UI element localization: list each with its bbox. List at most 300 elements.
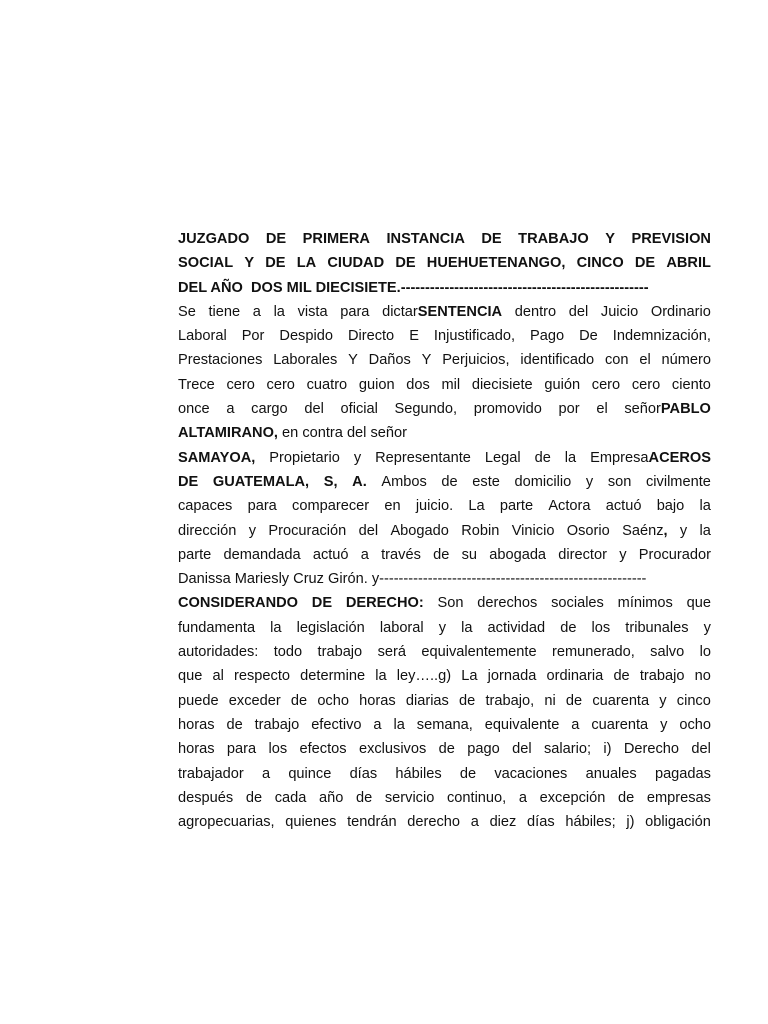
text-run: la: [461, 619, 473, 636]
text-run: a: [226, 401, 235, 418]
word: [390, 519, 448, 543]
text-run: Procuración: [268, 522, 347, 539]
word: [347, 810, 397, 834]
text-run: diarias: [405, 692, 449, 709]
word: [270, 616, 281, 640]
bold-text: DE: [265, 231, 287, 247]
text-run: salvo: [650, 644, 685, 661]
word: [348, 324, 394, 348]
word: [275, 786, 307, 810]
text-run: cinco: [676, 692, 711, 709]
text-run: de: [433, 546, 450, 563]
word: [407, 810, 460, 834]
word: [691, 737, 710, 761]
word: [565, 810, 615, 834]
text-run: de: [617, 789, 635, 806]
word: [356, 786, 372, 810]
word: [488, 664, 537, 688]
text-run: fundamenta: [178, 619, 256, 636]
word: [178, 397, 210, 421]
text-run: el: [596, 401, 608, 418]
document-line: [178, 713, 711, 737]
word: [395, 762, 441, 786]
word: [297, 251, 316, 275]
word: [417, 713, 473, 737]
text-run: domicilio: [514, 473, 572, 490]
bold-text: CONSIDERANDO: [178, 595, 298, 612]
word: [262, 762, 270, 786]
text-run: Laborales: [273, 352, 338, 369]
word: [226, 373, 254, 397]
text-run: para: [226, 741, 257, 758]
text-run: tribunales: [625, 619, 689, 636]
text-run: anuales: [585, 765, 637, 782]
text-run: y: [659, 692, 667, 709]
text-run: trabajador: [178, 765, 244, 782]
text-run: todo: [273, 644, 303, 661]
text-run: Prestaciones: [178, 352, 263, 369]
text-run: Vinicio: [511, 522, 555, 539]
text-run: de: [534, 449, 551, 466]
word: [253, 300, 261, 324]
word: [571, 713, 579, 737]
word: [520, 348, 594, 372]
text-run: Robin: [461, 522, 500, 539]
word: [485, 689, 534, 713]
word: [226, 397, 234, 421]
word: [178, 373, 215, 397]
text-run: remunerado,: [552, 644, 635, 661]
text-run: Se: [178, 303, 196, 320]
word: [354, 446, 361, 470]
word: [395, 251, 415, 275]
word: [375, 664, 386, 688]
text-run: Abogado: [390, 522, 449, 539]
text-run: Ordinario: [650, 303, 711, 320]
word: [618, 591, 673, 615]
word: [535, 446, 551, 470]
word: [489, 543, 546, 567]
text-run: De: [579, 328, 598, 345]
word: [624, 737, 679, 761]
word: [434, 324, 515, 348]
word: [312, 591, 332, 615]
text-run: Indemnización,: [612, 328, 711, 345]
text-run: año: [319, 789, 344, 806]
word: [635, 251, 655, 275]
bold-text: DE: [395, 255, 416, 272]
word: [359, 737, 426, 761]
text-run: este: [472, 473, 500, 490]
word: [590, 446, 711, 470]
bold-text: DE: [311, 595, 333, 612]
text-run: Daños: [368, 352, 411, 369]
text-run: del: [512, 741, 532, 758]
text-run: para: [340, 303, 370, 320]
text-run: j): [626, 814, 635, 831]
text-run: la: [393, 716, 405, 733]
document-body: [178, 227, 711, 834]
text-run: juicio.: [415, 498, 454, 515]
word: [592, 616, 611, 640]
text-run: actuó: [312, 546, 349, 563]
text-run: de: [290, 692, 308, 709]
word: [226, 713, 242, 737]
word: [249, 519, 256, 543]
word: [369, 348, 411, 372]
text-run: exceder: [228, 692, 281, 709]
text-run: demandada: [223, 546, 301, 563]
word: [472, 470, 500, 494]
bold-text: DERECHO:: [345, 595, 424, 612]
word: [359, 689, 396, 713]
document-line: [178, 810, 711, 834]
word: [248, 494, 277, 518]
text-run: trabajo: [639, 668, 685, 685]
bold-text: CINCO: [576, 255, 624, 272]
text-run: excepción: [539, 789, 606, 806]
document-line: [178, 276, 711, 300]
document-line: [178, 786, 711, 810]
word: [677, 689, 711, 713]
word: [178, 810, 275, 834]
word: [438, 591, 464, 615]
word: [324, 470, 338, 494]
word: [178, 591, 298, 615]
text-run: trabajo: [317, 644, 363, 661]
text-run: diecisiete: [471, 376, 533, 393]
text-run: Actora: [548, 498, 591, 515]
text-run: y: [703, 619, 711, 636]
word: [178, 543, 211, 567]
text-run: que: [178, 668, 203, 685]
word: [279, 324, 333, 348]
document-line: [178, 470, 711, 494]
word: [178, 737, 215, 761]
word: [178, 348, 262, 372]
text-run: con: [605, 352, 629, 369]
text-run: quince: [288, 765, 332, 782]
text-run: trabajo: [254, 716, 300, 733]
text-run: hábiles: [395, 765, 442, 782]
word: [474, 397, 542, 421]
word: [441, 470, 457, 494]
text-run: cuatro: [306, 376, 348, 393]
bold-text: HUEHUETENANGO,: [426, 255, 566, 272]
text-run: parte: [499, 498, 534, 515]
text-run: Perjuicios,: [442, 352, 510, 369]
text-run: comparecer: [292, 498, 370, 515]
bold-text: Y: [605, 231, 615, 247]
text-run: autoridades:: [178, 644, 259, 661]
word: [265, 251, 285, 275]
word: [234, 664, 290, 688]
bold-text: DE: [634, 255, 656, 272]
word: [700, 519, 711, 543]
word: [618, 786, 634, 810]
word: [266, 227, 286, 251]
bold-text: JUZGADO: [178, 231, 250, 247]
word: [384, 494, 400, 518]
text-run: la: [564, 449, 577, 466]
text-run: Representante: [375, 449, 471, 466]
text-run: en: [384, 498, 401, 515]
text-run: puede: [178, 692, 219, 709]
word: [307, 373, 348, 397]
word: [485, 446, 521, 470]
text-run: que: [686, 595, 711, 612]
text-run: días: [527, 814, 555, 831]
word: [242, 324, 265, 348]
word: [468, 494, 484, 518]
word: [350, 762, 378, 786]
word: [297, 616, 365, 640]
text-run: promovido: [473, 401, 542, 418]
text-run: la: [273, 303, 285, 320]
bold-text: PABLO: [660, 401, 711, 418]
word: [213, 664, 224, 688]
word: [565, 446, 576, 470]
word: [285, 810, 336, 834]
word: [395, 397, 458, 421]
text-run: días: [349, 765, 378, 782]
text-run: y: [438, 619, 447, 636]
text-run: del: [568, 303, 589, 320]
text-run: y: [248, 522, 257, 539]
word: [679, 713, 711, 737]
bold-text: SENTENCIA: [417, 303, 503, 320]
word: [178, 640, 258, 664]
word: [624, 397, 711, 421]
text-run: Y: [421, 352, 432, 369]
word: [655, 762, 711, 786]
word: [490, 810, 517, 834]
word: [647, 786, 711, 810]
word: [292, 494, 369, 518]
text-run: equivalente: [484, 716, 560, 733]
text-run: capaces: [178, 498, 233, 515]
word: [178, 324, 227, 348]
text-run: Por: [241, 328, 265, 345]
word: [447, 786, 506, 810]
word: [680, 519, 687, 543]
text-run: Laboral: [178, 328, 227, 345]
text-run: identificado: [520, 352, 595, 369]
text-run: de: [565, 692, 583, 709]
word: [605, 348, 629, 372]
word: [560, 616, 576, 640]
word: [375, 446, 471, 470]
bold-text: PRIMERA: [302, 231, 370, 247]
text-run: Propietario: [269, 449, 340, 466]
word: [494, 762, 567, 786]
word: [551, 591, 604, 615]
word: [544, 689, 555, 713]
text-run: once: [178, 401, 210, 418]
word: [471, 810, 479, 834]
document-line: [178, 689, 711, 713]
text-run: vacaciones: [494, 765, 568, 782]
text-run: Procurador: [638, 546, 711, 563]
word: [359, 519, 378, 543]
text-run: no: [694, 668, 711, 685]
text-run: oficial: [340, 401, 378, 418]
text-run: número: [661, 352, 711, 369]
text-run: Legal: [484, 449, 521, 466]
text-run: y: [585, 473, 594, 490]
text-run: Directo: [347, 328, 395, 345]
document-line: [178, 616, 711, 640]
text-run: civilmente: [645, 473, 711, 490]
word: [485, 713, 560, 737]
text-run: trabajo,: [485, 692, 535, 709]
text-run: actividad: [487, 619, 546, 636]
text-run: cuarenta: [592, 692, 650, 709]
word: [687, 591, 711, 615]
bold-text: SAMAYOA,: [178, 449, 256, 466]
word: [291, 689, 307, 713]
text-run: i): [603, 741, 612, 758]
word: [267, 373, 295, 397]
word: [515, 300, 556, 324]
word: [378, 640, 406, 664]
word: [298, 300, 328, 324]
word: [518, 227, 589, 251]
text-run: después: [178, 789, 234, 806]
text-run: respecto: [234, 668, 291, 685]
word: [559, 397, 580, 421]
word: [700, 494, 711, 518]
text-run: al: [212, 668, 224, 685]
word: [640, 664, 685, 688]
word: [224, 543, 301, 567]
text-run: dos: [406, 376, 430, 393]
document-line: [178, 324, 711, 348]
text-run: Trece: [178, 376, 215, 393]
text-run: cada: [274, 789, 307, 806]
word: [385, 786, 434, 810]
word: [317, 689, 349, 713]
word: [613, 324, 711, 348]
word: [626, 810, 634, 834]
word: [481, 227, 501, 251]
bold-text: DE: [481, 231, 502, 247]
text-run: continuo,: [446, 789, 507, 806]
word: [488, 616, 546, 640]
word: [439, 616, 446, 640]
text-run: ciento: [671, 376, 711, 393]
document-line: [178, 300, 711, 324]
word: [311, 713, 361, 737]
word: [632, 373, 660, 397]
text-run: horas: [178, 716, 215, 733]
text-run: de: [459, 692, 476, 709]
word: [608, 470, 632, 494]
word: [577, 251, 624, 275]
text-run: guion: [358, 376, 395, 393]
document-line: [178, 567, 711, 591]
word: [406, 373, 430, 397]
word: [662, 348, 711, 372]
word: [416, 494, 453, 518]
text-run: a: [470, 814, 479, 831]
text-run: ocho: [679, 716, 711, 733]
text-run: mil: [441, 376, 461, 393]
text-run: a: [571, 716, 580, 733]
bold-text: CIUDAD: [327, 255, 385, 272]
word: [512, 519, 555, 543]
word: [359, 373, 395, 397]
text-run: de: [226, 716, 243, 733]
text-run: en contra del señor: [277, 425, 407, 442]
text-run: los: [268, 741, 288, 758]
document-line: [178, 762, 711, 786]
word: [422, 348, 432, 372]
word: [592, 373, 620, 397]
word: [209, 300, 241, 324]
text-run: empresas: [646, 789, 711, 806]
document-line: [178, 348, 711, 372]
word: [619, 543, 626, 567]
word: [319, 786, 343, 810]
bold-text: ACEROS: [648, 449, 711, 466]
word: [341, 397, 378, 421]
word: [361, 543, 369, 567]
text-run: semana,: [416, 716, 473, 733]
document-line: [178, 519, 711, 543]
word: [304, 397, 323, 421]
word: [442, 348, 509, 372]
text-run: determine: [300, 668, 366, 685]
word: [467, 737, 499, 761]
text-run: de: [560, 619, 577, 636]
word: [178, 616, 255, 640]
word: [346, 591, 424, 615]
word: [300, 737, 347, 761]
word: [552, 640, 635, 664]
word: [461, 519, 499, 543]
word: [244, 251, 254, 275]
word: [178, 470, 198, 494]
word: [586, 762, 637, 786]
document-line: [178, 494, 711, 518]
word: [651, 300, 711, 324]
text-run: de: [459, 765, 477, 782]
text-run: exclusivos: [358, 741, 427, 758]
word: [613, 664, 629, 688]
text-run: diez: [489, 814, 517, 831]
word: [462, 543, 477, 567]
word: [227, 737, 256, 761]
bold-text: INSTANCIA: [386, 231, 465, 247]
word: [373, 713, 381, 737]
text-run: cargo: [251, 401, 288, 418]
document-line: [178, 591, 711, 615]
text-run: Y: [348, 352, 358, 369]
text-run: a: [360, 546, 369, 563]
word: [340, 300, 369, 324]
word: [601, 300, 638, 324]
text-run: servicio: [384, 789, 435, 806]
text-run: horas: [359, 692, 396, 709]
word: [178, 251, 233, 275]
word: [352, 470, 367, 494]
text-run: de: [441, 473, 458, 490]
word: [406, 689, 449, 713]
text-run: E: [409, 328, 419, 345]
text-run: son: [607, 473, 632, 490]
text-run: cero: [266, 376, 295, 393]
